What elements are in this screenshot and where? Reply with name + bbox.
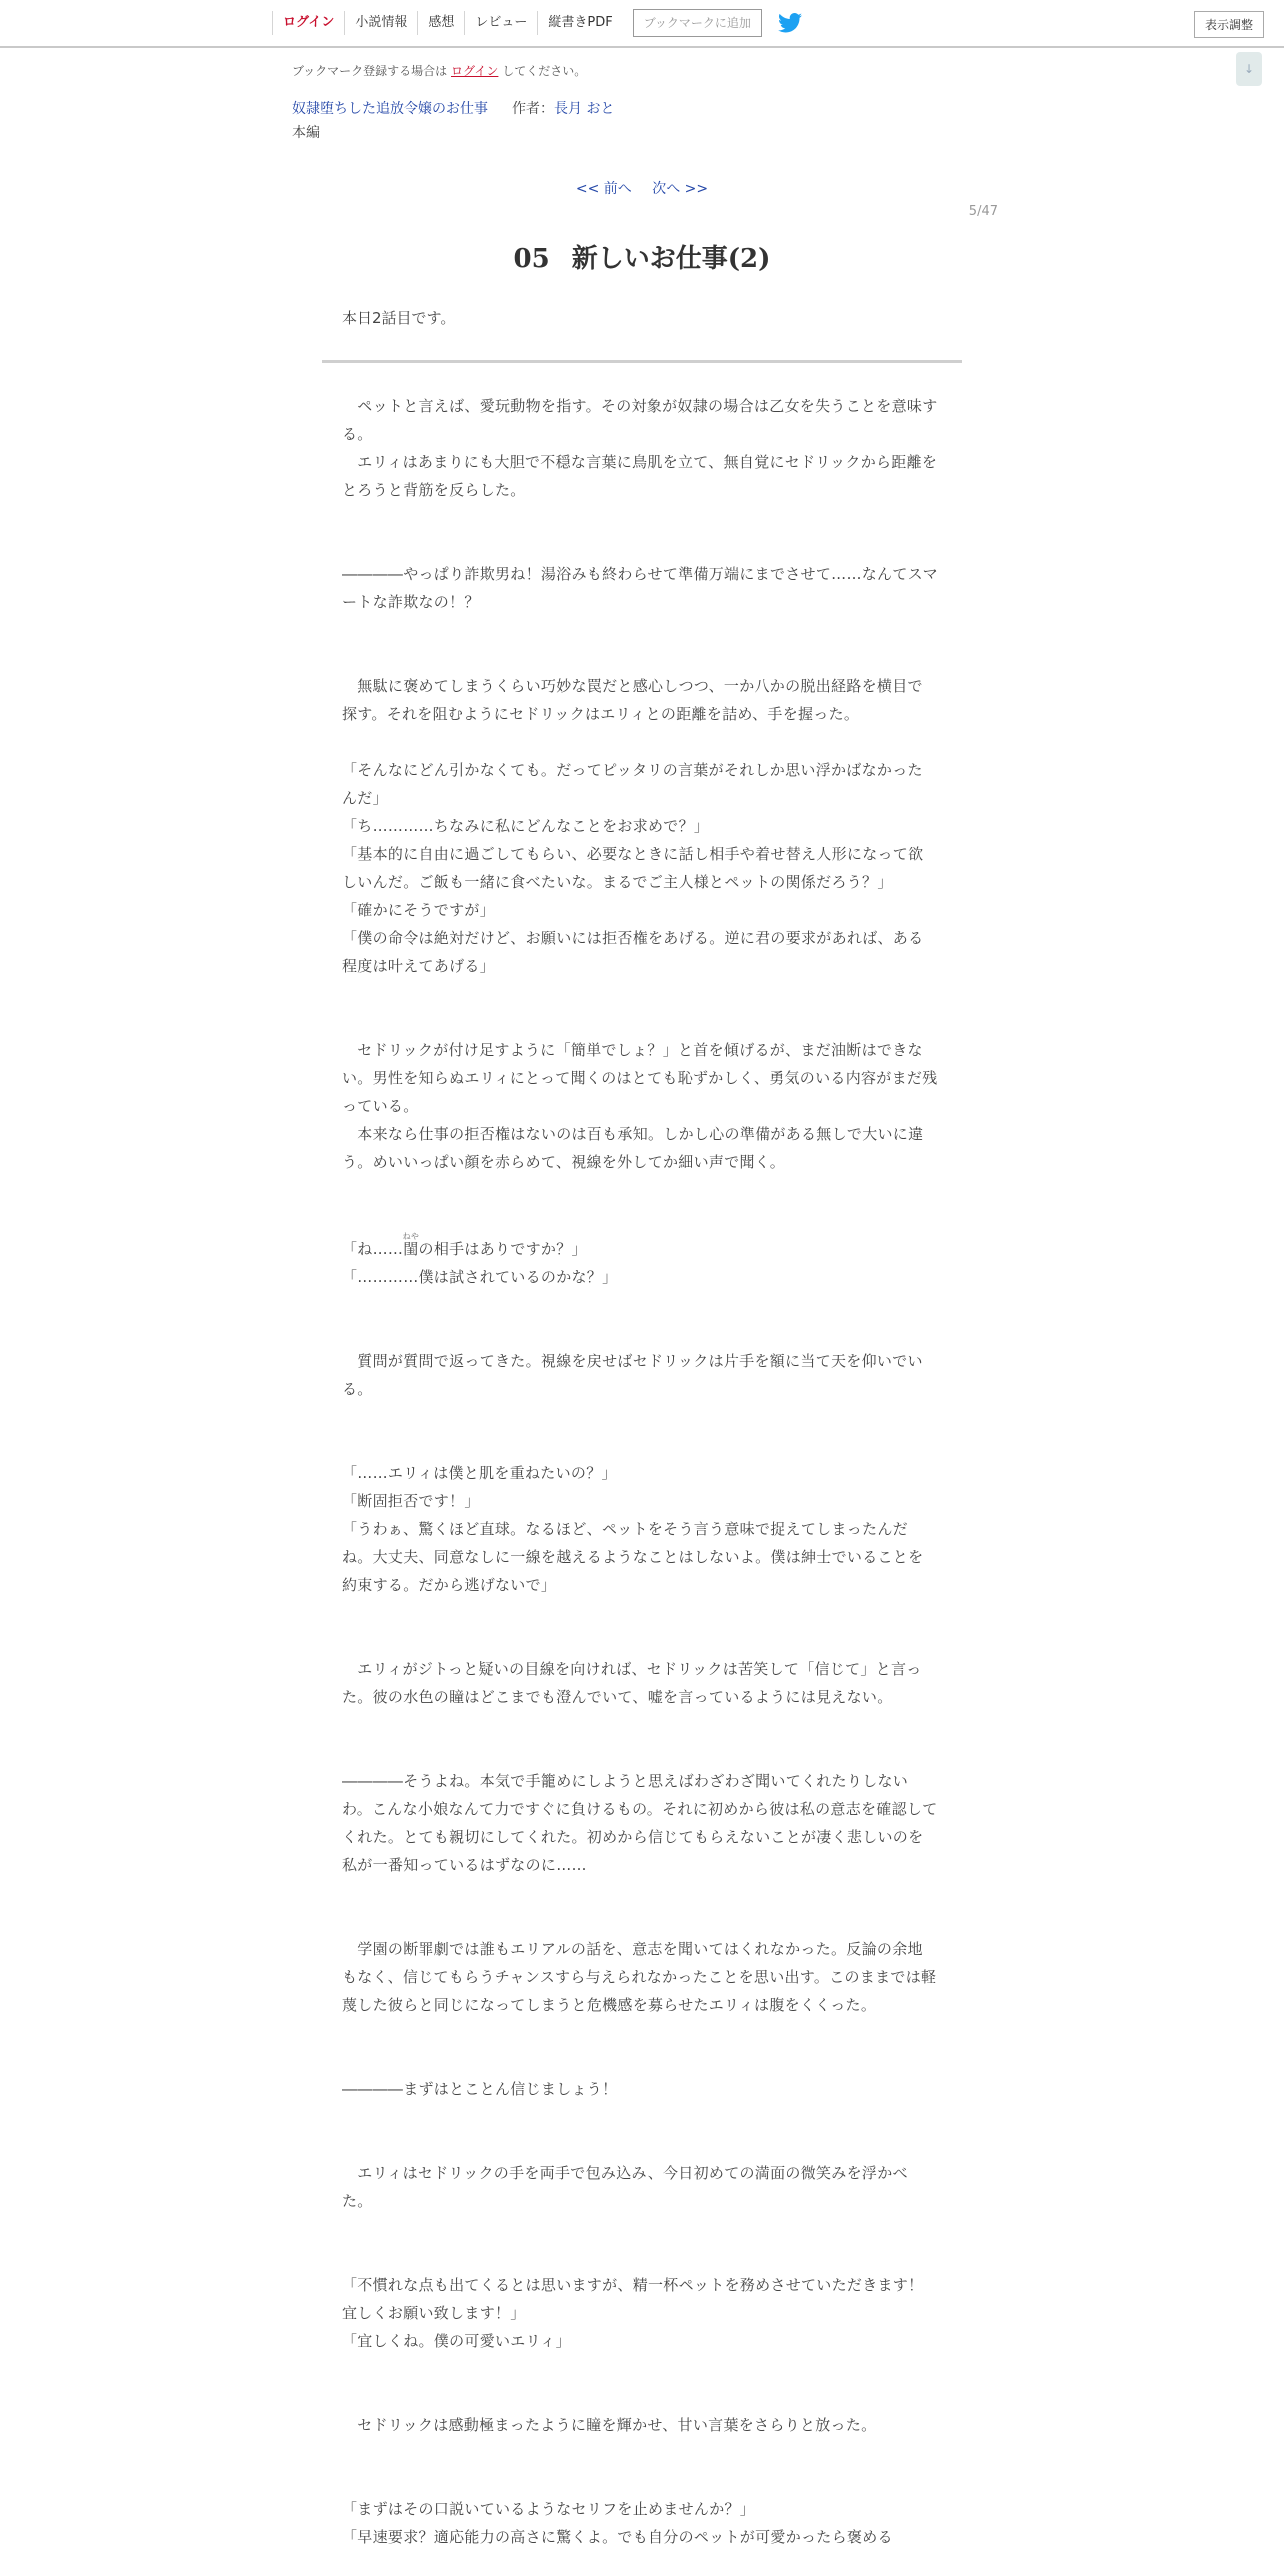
body-paragraph: セドリックが付け足すように「簡単でしょ？」と首を傾げるが、まだ油断はできない。男性を知らぬエリィにとって聞くのはとても恥ずかしく、勇気のいる内容がまだ残っている。 (342, 1041, 938, 1115)
body-paragraph: 本来なら仕事の拒否権はないのは百も承知。しかし心の準備がある無しで大いに違う。めいいっぱい顔を赤らめて、視線を外してか細い声で聞く。 (342, 1125, 924, 1171)
dialogue-line: 「確かにそうですが」 (342, 901, 496, 919)
dialogue-line: 「……エリィは僕と肌を重ねたいの？」 (342, 1464, 617, 1482)
body-paragraph: 質問が質問で返ってきた。視線を戻せばセドリックは片手を額に当て天を仰いでいる。 (342, 1352, 923, 1398)
chapter-title (0, 238, 1284, 275)
ruby-reading: ねや (402, 1232, 420, 1241)
nav-novel-info-link[interactable]: 小説情報 (344, 11, 417, 35)
dialogue-line: 「僕の命令は絶対だけど、お願いには拒否権をあげる。逆に君の要求があれば、ある程度は叶えてあげる」 (342, 929, 924, 975)
dialogue-line: 「基本的に自由に過ごしてもらい、必要なときに話し相手や着せ替え人形になって欲しいんだ。ご飯も一緒に食べたいな。まるでご主人様とペットの関係だろう？」 (342, 845, 924, 891)
author-line (512, 98, 614, 118)
body-paragraph: エリィはあまりにも大胆で不穏な言葉に鳥肌を立て、無自覚にセドリックから距離をとろうと背筋を反らした。 (342, 453, 938, 499)
nav-vertical-pdf-link[interactable]: 縦書きPDF (537, 11, 622, 35)
top-navigation-bar (0, 0, 1284, 48)
nav-impressions-link[interactable]: 感想 (417, 11, 464, 35)
dialogue-line: 「不慣れな点も出てくるとは思いますが、精一杯ペットを務めさせていただきます！宜しくお願い致します！」 (342, 2276, 924, 2322)
dialogue-line: 「うわぁ、驚くほど直球。なるほど、ペットをそう言う意味で捉えてしまったんだね。大丈夫、同意なしに一線を越えるようなことはしないよ。僕は紳士でいることを約束する。だから逃げないで」 (342, 1520, 924, 1594)
twitter-icon[interactable] (778, 12, 804, 34)
dialogue-fragment: 「ね…… (342, 1240, 404, 1258)
display-settings-button[interactable]: 表示調整 (1194, 11, 1264, 38)
scroll-down-icon[interactable]: ↓ (1236, 52, 1262, 86)
nav-review-link[interactable]: レビュー (464, 11, 537, 35)
preface-divider (322, 360, 962, 363)
dialogue-line: 「ち…………ちなみに私にどんなことをお求めで？」 (342, 817, 710, 835)
dialogue-fragment: の相手はありですか？」 (418, 1240, 587, 1258)
dialogue-line: 「早速要求？適応能力の高さに驚くよ。でも自分のペットが可愛かったら褒める (342, 2528, 893, 2546)
chapter-title-text: 新しいお仕事(2) (571, 244, 771, 274)
global-nav (272, 0, 804, 46)
nav-login-link[interactable]: ログイン (272, 11, 344, 35)
add-bookmark-button[interactable]: ブックマークに追加 (633, 9, 762, 37)
body-paragraph: 無駄に褒めてしまうくらい巧妙な罠だと感心しつつ、一か八かの脱出経路を横目で探す。それを阻むようにセドリックはエリィとの距離を詰め、手を握った。 (342, 677, 923, 723)
body-paragraph: ペットと言えば、愛玩動物を指す。その対象が奴隷の場合は乙女を失うことを意味する。 (342, 397, 938, 443)
ruby-word (402, 1232, 420, 1258)
notice-suffix: してください。 (502, 64, 587, 78)
body-paragraph: ――――そうよね。本気で手籠めにしようと思えばわざわざ聞いてくれたりしないわ。こんな小娘なんて力ですぐに負けるもの。それに初めから彼は私の意志を確認してくれた。とても親切にしてくれた。初めから信じてもらえないことが凄く悲しいのを私が一番知っているはずなのに…… (342, 1772, 938, 1874)
dialogue-line: 「断固拒否です！」 (342, 1492, 480, 1510)
body-paragraph: 学園の断罪劇では誰もエリアルの話を、意志を聞いてはくれなかった。反論の余地もなく、信じてもらうチャンスすら与えられなかったことを思い出す。このままでは軽蔑した彼らと同じになってしまうと危機感を募らせたエリィは腹をくくった。 (342, 1940, 937, 2014)
author-label: 作者： (512, 101, 554, 117)
dialogue-line: 「…………僕は試されているのかな？」 (342, 1268, 618, 1286)
body-paragraph: ――――まずはとことん信じましょう！ (342, 2080, 618, 2098)
body-paragraph: セドリックは感動極まったように瞳を輝かせ、甘い言葉をさらりと放った。 (342, 2416, 877, 2434)
notice-login-link[interactable]: ログイン (451, 64, 499, 78)
page-number: 5/47 (968, 204, 998, 219)
next-chapter-link[interactable]: 次へ >> (652, 181, 709, 197)
body-paragraph: ――――やっぱり詐欺男ね！湯浴みも終わらせて準備万端にまでさせて……なんてスマートな詐欺なの！？ (342, 565, 938, 611)
author-link[interactable]: 長月 おと (554, 101, 615, 117)
chapter-preface: 本日2話目です。 (342, 309, 456, 327)
dialogue-line: 「宜しくね。僕の可愛いエリィ」 (342, 2332, 571, 2350)
dialogue-line: 「そんなにどん引かなくても。だってピッタリの言葉がそれしか思い浮かばなかったんだ」 (342, 761, 923, 807)
chapter-pager (0, 178, 1284, 198)
dialogue-line (342, 1232, 938, 1263)
prev-chapter-link[interactable]: << 前へ (575, 181, 632, 197)
body-paragraph: エリィがジトっと疑いの目線を向ければ、セドリックは苦笑して「信じて」と言った。彼の水色の瞳はどこまでも澄んでいて、嘘を言っているようには見えない。 (342, 1660, 922, 1706)
body-paragraph: エリィはセドリックの手を両手で包み込み、今日初めての満面の微笑みを浮かべた。 (342, 2164, 908, 2210)
ruby-base: 閨 (402, 1240, 420, 1258)
bookmark-login-notice (292, 62, 586, 79)
series-title-link[interactable]: 奴隷堕ちした追放令嬢のお仕事 (292, 101, 488, 117)
section-label: 本編 (292, 125, 320, 141)
dialogue-line: 「まずはその口説いているようなセリフを止めませんか？」 (342, 2500, 756, 2518)
chapter-number: 05 (513, 244, 550, 274)
chapter-body (342, 392, 938, 2551)
notice-prefix: ブックマーク登録する場合は (292, 64, 448, 78)
